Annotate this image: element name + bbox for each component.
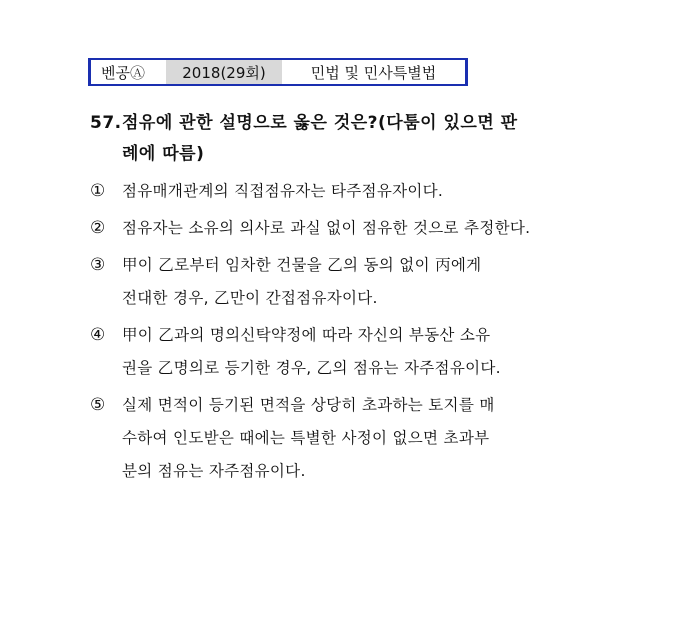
- answer-options: [90, 175, 606, 492]
- option-5-text: [122, 389, 606, 488]
- question-stem: [90, 108, 610, 170]
- option-3-line: 甲이 乙로부터 임차한 건물을 乙의 동의 없이 丙에게: [122, 256, 482, 274]
- option-2[interactable]: [90, 212, 606, 245]
- question-number: 57.: [90, 113, 122, 133]
- option-4[interactable]: [90, 319, 606, 385]
- option-5-mark: ⑤: [90, 395, 106, 415]
- option-2-text: [122, 212, 606, 245]
- option-4-mark: ④: [90, 325, 106, 345]
- exam-header: [88, 58, 468, 86]
- option-5-line: 실제 면적이 등기된 면적을 상당히 초과하는 토지를 매: [122, 396, 495, 414]
- option-3-text: [122, 249, 606, 315]
- option-1-mark: ①: [90, 181, 106, 201]
- option-1-line: 점유매개관계의 직접점유자는 타주점유자이다.: [122, 182, 444, 200]
- option-3[interactable]: [90, 249, 606, 315]
- exam-year-label: 2018(29회): [166, 58, 282, 86]
- option-4-line: 甲이 乙과의 명의신탁약정에 따라 자신의 부동산 소유: [122, 326, 491, 344]
- question-text-line1: 점유에 관한 설명으로 옳은 것은?(다툼이 있으면 판: [122, 113, 518, 133]
- subject-label: 민법 및 민사특별법: [282, 58, 468, 86]
- option-3-mark: ③: [90, 255, 106, 275]
- option-5-line: 수하여 인도받은 때에는 특별한 사정이 없으면 초과부: [122, 429, 490, 447]
- option-1-text: [122, 175, 606, 208]
- brand-label: 벤공Ⓐ: [88, 58, 166, 86]
- option-4-line: 권을 乙명의로 등기한 경우, 乙의 점유는 자주점유이다.: [122, 359, 501, 377]
- option-4-text: [122, 319, 606, 385]
- option-1[interactable]: [90, 175, 606, 208]
- option-3-line: 전대한 경우, 乙만이 간접점유자이다.: [122, 289, 378, 307]
- question-text-line2: 례에 따름): [122, 144, 205, 164]
- option-2-mark: ②: [90, 218, 106, 238]
- option-5-line: 분의 점유는 자주점유이다.: [122, 462, 306, 480]
- option-5[interactable]: [90, 389, 606, 488]
- option-2-line: 점유자는 소유의 의사로 과실 없이 점유한 것으로 추정한다.: [122, 219, 531, 237]
